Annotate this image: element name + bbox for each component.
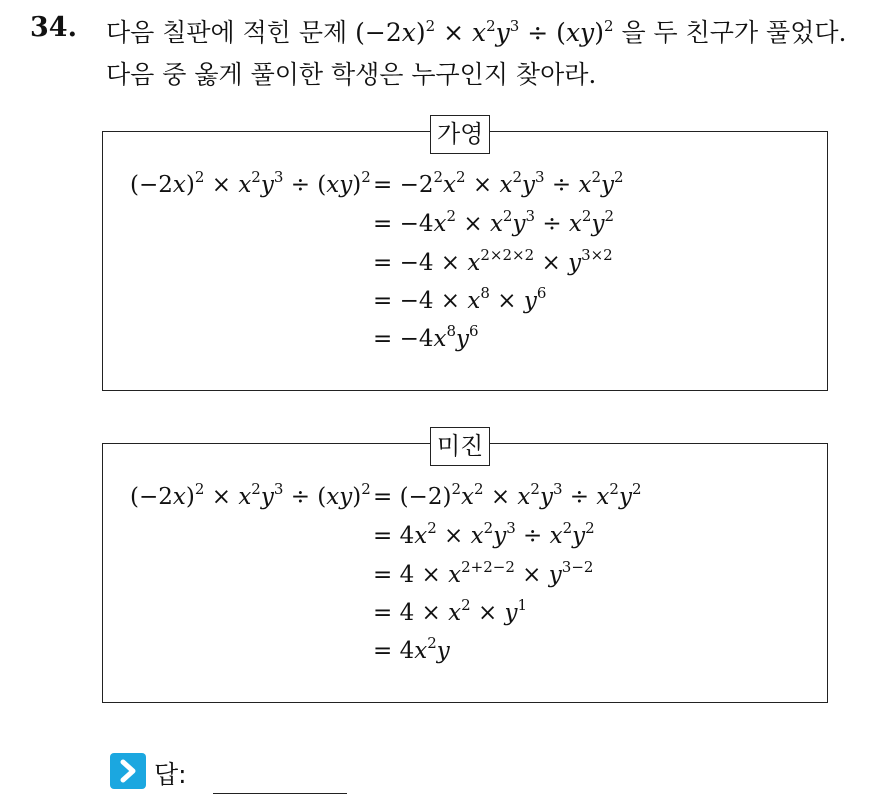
solution-mijin-lhs: $(-2x)^2 \times x^2y^3 \div (xy)^2$ [130,480,371,510]
question-line-1 [106,13,846,49]
solution-gayoung-lhs: $(-2x)^2 \times x^2y^3 \div (xy)^2$ [130,168,371,198]
solution-gayoung-step-1: = $-2^2x^2 \times x^2y^3 \div x^2y^2$ [373,168,624,198]
solution-name-mijin: 미진 [430,427,490,466]
solution-mijin-step-5: = $4x^2y$ [373,634,450,664]
chevron-right-icon [110,753,146,789]
solution-name-gayoung: 가영 [430,115,490,154]
answer-blank[interactable] [213,793,347,794]
solution-gayoung-step-4: = $-4 \times x^8 \times y^6$ [373,284,547,314]
solution-mijin-step-2: = $4x^2 \times x^2y^3 \div x^2y^2$ [373,519,595,549]
question-line-2: 다음 중 옳게 풀이한 학생은 누구인지 찾아라. [106,60,597,89]
chevron-right-icon-svg [110,753,146,789]
problem-expression: $(-2x)^2 \times x^2y^3 \div (xy)^2$ [355,17,614,47]
question-number: 34. [30,12,77,43]
solution-gayoung-step-2: = $-4x^2 \times x^2y^3 \div x^2y^2$ [373,207,614,237]
solution-gayoung-step-3: = $-4 \times x^{2\times 2\times 2} \times y^{3\times 2}$ [373,246,613,276]
solution-gayoung-step-5: = $-4x^8y^6$ [373,322,479,352]
question-line-1-prefix: 다음 칠판에 적힌 문제 [106,18,356,47]
solution-mijin-step-3: = $4 \times x^{2+2-2} \times y^{3-2}$ [373,558,594,588]
solution-mijin-step-4: = $4 \times x^2 \times y^1$ [373,596,528,626]
question-line-1-suffix: 을 두 친구가 풀었다. [613,18,847,47]
solution-mijin-step-1: = $(-2)^2x^2 \times x^2y^3 \div x^2y^2$ [373,480,642,510]
answer-label: 답: [154,760,187,789]
